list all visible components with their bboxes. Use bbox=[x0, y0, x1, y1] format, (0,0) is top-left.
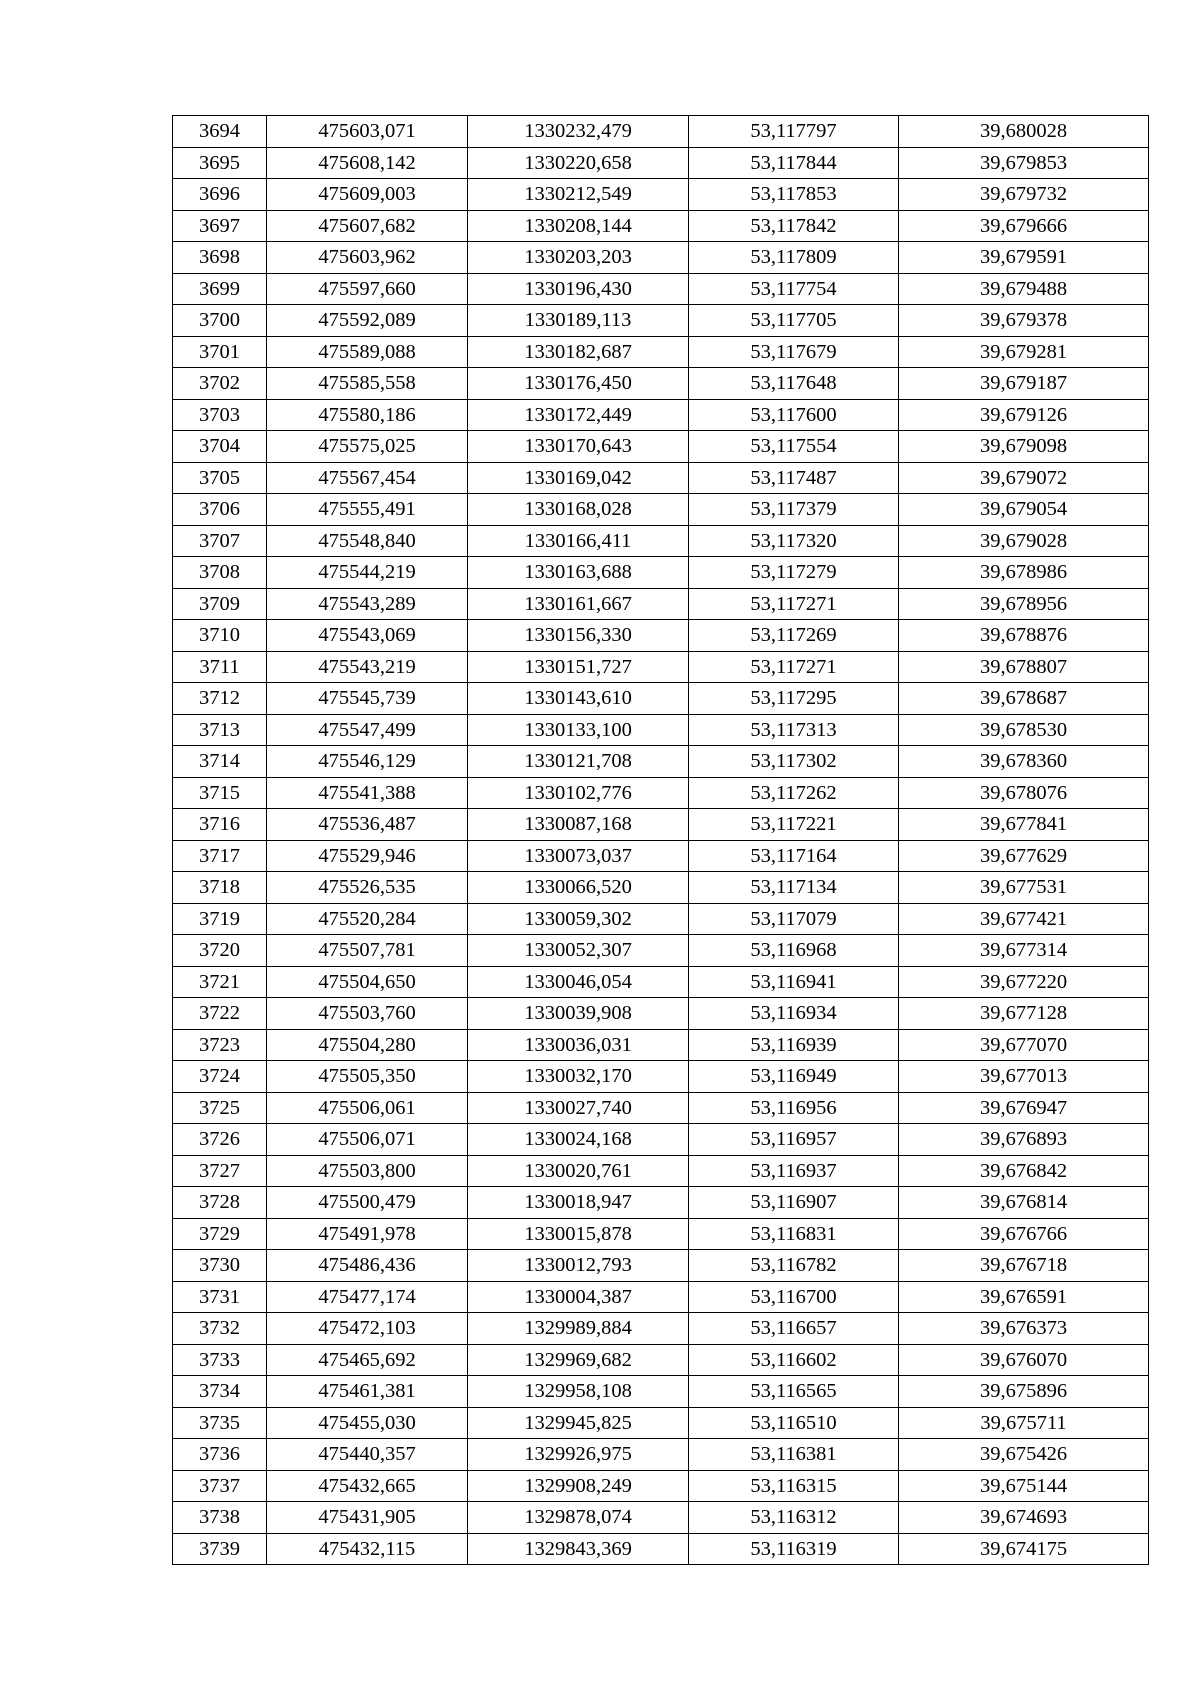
point-number-cell: 3715 bbox=[173, 777, 267, 809]
x-coordinate-cell: 475547,499 bbox=[267, 714, 468, 746]
longitude-cell: 39,676373 bbox=[899, 1313, 1149, 1345]
x-coordinate-cell: 475503,800 bbox=[267, 1155, 468, 1187]
table-row bbox=[173, 1061, 1149, 1093]
table-row bbox=[173, 903, 1149, 935]
point-number-cell: 3703 bbox=[173, 399, 267, 431]
latitude-cell: 53,117313 bbox=[689, 714, 899, 746]
longitude-cell: 39,675144 bbox=[899, 1470, 1149, 1502]
longitude-cell: 39,677531 bbox=[899, 872, 1149, 904]
y-coordinate-cell: 1330133,100 bbox=[468, 714, 689, 746]
longitude-cell: 39,677421 bbox=[899, 903, 1149, 935]
table-row bbox=[173, 588, 1149, 620]
point-number-cell: 3737 bbox=[173, 1470, 267, 1502]
y-coordinate-cell: 1330032,170 bbox=[468, 1061, 689, 1093]
y-coordinate-cell: 1330156,330 bbox=[468, 620, 689, 652]
y-coordinate-cell: 1330170,643 bbox=[468, 431, 689, 463]
x-coordinate-cell: 475580,186 bbox=[267, 399, 468, 431]
table-row bbox=[173, 462, 1149, 494]
point-number-cell: 3708 bbox=[173, 557, 267, 589]
point-number-cell: 3712 bbox=[173, 683, 267, 715]
point-number-cell: 3725 bbox=[173, 1092, 267, 1124]
point-number-cell: 3729 bbox=[173, 1218, 267, 1250]
x-coordinate-cell: 475503,760 bbox=[267, 998, 468, 1030]
point-number-cell: 3697 bbox=[173, 210, 267, 242]
longitude-cell: 39,676591 bbox=[899, 1281, 1149, 1313]
longitude-cell: 39,676893 bbox=[899, 1124, 1149, 1156]
y-coordinate-cell: 1330087,168 bbox=[468, 809, 689, 841]
longitude-cell: 39,677070 bbox=[899, 1029, 1149, 1061]
latitude-cell: 53,116907 bbox=[689, 1187, 899, 1219]
latitude-cell: 53,117853 bbox=[689, 179, 899, 211]
x-coordinate-cell: 475455,030 bbox=[267, 1407, 468, 1439]
y-coordinate-cell: 1329843,369 bbox=[468, 1533, 689, 1565]
latitude-cell: 53,117164 bbox=[689, 840, 899, 872]
table-row bbox=[173, 1029, 1149, 1061]
y-coordinate-cell: 1330036,031 bbox=[468, 1029, 689, 1061]
y-coordinate-cell: 1330203,203 bbox=[468, 242, 689, 274]
table-row bbox=[173, 1092, 1149, 1124]
table-row bbox=[173, 1344, 1149, 1376]
x-coordinate-cell: 475592,089 bbox=[267, 305, 468, 337]
y-coordinate-cell: 1330176,450 bbox=[468, 368, 689, 400]
point-number-cell: 3723 bbox=[173, 1029, 267, 1061]
point-number-cell: 3731 bbox=[173, 1281, 267, 1313]
longitude-cell: 39,679591 bbox=[899, 242, 1149, 274]
x-coordinate-cell: 475585,558 bbox=[267, 368, 468, 400]
y-coordinate-cell: 1330143,610 bbox=[468, 683, 689, 715]
point-number-cell: 3700 bbox=[173, 305, 267, 337]
latitude-cell: 53,117134 bbox=[689, 872, 899, 904]
x-coordinate-cell: 475567,454 bbox=[267, 462, 468, 494]
latitude-cell: 53,117271 bbox=[689, 588, 899, 620]
point-number-cell: 3735 bbox=[173, 1407, 267, 1439]
table-row bbox=[173, 966, 1149, 998]
longitude-cell: 39,678986 bbox=[899, 557, 1149, 589]
y-coordinate-cell: 1330169,042 bbox=[468, 462, 689, 494]
latitude-cell: 53,116312 bbox=[689, 1502, 899, 1534]
longitude-cell: 39,675711 bbox=[899, 1407, 1149, 1439]
longitude-cell: 39,679378 bbox=[899, 305, 1149, 337]
longitude-cell: 39,679666 bbox=[899, 210, 1149, 242]
y-coordinate-cell: 1330182,687 bbox=[468, 336, 689, 368]
y-coordinate-cell: 1329989,884 bbox=[468, 1313, 689, 1345]
table-row bbox=[173, 1407, 1149, 1439]
table-row bbox=[173, 431, 1149, 463]
x-coordinate-cell: 475609,003 bbox=[267, 179, 468, 211]
y-coordinate-cell: 1330066,520 bbox=[468, 872, 689, 904]
x-coordinate-cell: 475536,487 bbox=[267, 809, 468, 841]
table-row bbox=[173, 1218, 1149, 1250]
coordinates-table bbox=[172, 115, 1149, 1565]
point-number-cell: 3720 bbox=[173, 935, 267, 967]
y-coordinate-cell: 1330232,479 bbox=[468, 116, 689, 148]
y-coordinate-cell: 1330012,793 bbox=[468, 1250, 689, 1282]
table-row bbox=[173, 683, 1149, 715]
latitude-cell: 53,116510 bbox=[689, 1407, 899, 1439]
longitude-cell: 39,678076 bbox=[899, 777, 1149, 809]
point-number-cell: 3701 bbox=[173, 336, 267, 368]
point-number-cell: 3733 bbox=[173, 1344, 267, 1376]
longitude-cell: 39,679732 bbox=[899, 179, 1149, 211]
y-coordinate-cell: 1330027,740 bbox=[468, 1092, 689, 1124]
table-row bbox=[173, 557, 1149, 589]
longitude-cell: 39,675426 bbox=[899, 1439, 1149, 1471]
latitude-cell: 53,116831 bbox=[689, 1218, 899, 1250]
point-number-cell: 3699 bbox=[173, 273, 267, 305]
latitude-cell: 53,117079 bbox=[689, 903, 899, 935]
table-row bbox=[173, 1376, 1149, 1408]
longitude-cell: 39,677841 bbox=[899, 809, 1149, 841]
point-number-cell: 3728 bbox=[173, 1187, 267, 1219]
point-number-cell: 3738 bbox=[173, 1502, 267, 1534]
x-coordinate-cell: 475477,174 bbox=[267, 1281, 468, 1313]
y-coordinate-cell: 1329878,074 bbox=[468, 1502, 689, 1534]
longitude-cell: 39,674175 bbox=[899, 1533, 1149, 1565]
x-coordinate-cell: 475432,115 bbox=[267, 1533, 468, 1565]
table-row bbox=[173, 998, 1149, 1030]
table-row bbox=[173, 746, 1149, 778]
x-coordinate-cell: 475545,739 bbox=[267, 683, 468, 715]
longitude-cell: 39,676718 bbox=[899, 1250, 1149, 1282]
point-number-cell: 3710 bbox=[173, 620, 267, 652]
latitude-cell: 53,117842 bbox=[689, 210, 899, 242]
table-row bbox=[173, 1533, 1149, 1565]
y-coordinate-cell: 1329969,682 bbox=[468, 1344, 689, 1376]
y-coordinate-cell: 1330161,667 bbox=[468, 588, 689, 620]
point-number-cell: 3736 bbox=[173, 1439, 267, 1471]
point-number-cell: 3696 bbox=[173, 179, 267, 211]
longitude-cell: 39,677629 bbox=[899, 840, 1149, 872]
table-row bbox=[173, 777, 1149, 809]
table-row bbox=[173, 809, 1149, 841]
longitude-cell: 39,678687 bbox=[899, 683, 1149, 715]
latitude-cell: 53,117809 bbox=[689, 242, 899, 274]
y-coordinate-cell: 1330220,658 bbox=[468, 147, 689, 179]
x-coordinate-cell: 475589,088 bbox=[267, 336, 468, 368]
longitude-cell: 39,678807 bbox=[899, 651, 1149, 683]
y-coordinate-cell: 1329958,108 bbox=[468, 1376, 689, 1408]
latitude-cell: 53,116956 bbox=[689, 1092, 899, 1124]
longitude-cell: 39,679126 bbox=[899, 399, 1149, 431]
y-coordinate-cell: 1330102,776 bbox=[468, 777, 689, 809]
x-coordinate-cell: 475431,905 bbox=[267, 1502, 468, 1534]
y-coordinate-cell: 1330073,037 bbox=[468, 840, 689, 872]
longitude-cell: 39,679054 bbox=[899, 494, 1149, 526]
latitude-cell: 53,117679 bbox=[689, 336, 899, 368]
latitude-cell: 53,117221 bbox=[689, 809, 899, 841]
latitude-cell: 53,117279 bbox=[689, 557, 899, 589]
table-row bbox=[173, 935, 1149, 967]
table-row bbox=[173, 872, 1149, 904]
x-coordinate-cell: 475506,061 bbox=[267, 1092, 468, 1124]
y-coordinate-cell: 1330018,947 bbox=[468, 1187, 689, 1219]
point-number-cell: 3711 bbox=[173, 651, 267, 683]
latitude-cell: 53,116949 bbox=[689, 1061, 899, 1093]
y-coordinate-cell: 1329908,249 bbox=[468, 1470, 689, 1502]
point-number-cell: 3730 bbox=[173, 1250, 267, 1282]
point-number-cell: 3719 bbox=[173, 903, 267, 935]
table-row bbox=[173, 1281, 1149, 1313]
table-row bbox=[173, 399, 1149, 431]
table-row bbox=[173, 620, 1149, 652]
longitude-cell: 39,675896 bbox=[899, 1376, 1149, 1408]
point-number-cell: 3739 bbox=[173, 1533, 267, 1565]
point-number-cell: 3727 bbox=[173, 1155, 267, 1187]
latitude-cell: 53,116968 bbox=[689, 935, 899, 967]
x-coordinate-cell: 475607,682 bbox=[267, 210, 468, 242]
x-coordinate-cell: 475541,388 bbox=[267, 777, 468, 809]
y-coordinate-cell: 1330151,727 bbox=[468, 651, 689, 683]
table-row bbox=[173, 1124, 1149, 1156]
longitude-cell: 39,679098 bbox=[899, 431, 1149, 463]
x-coordinate-cell: 475486,436 bbox=[267, 1250, 468, 1282]
x-coordinate-cell: 475491,978 bbox=[267, 1218, 468, 1250]
latitude-cell: 53,116657 bbox=[689, 1313, 899, 1345]
point-number-cell: 3713 bbox=[173, 714, 267, 746]
latitude-cell: 53,117487 bbox=[689, 462, 899, 494]
point-number-cell: 3716 bbox=[173, 809, 267, 841]
table-row bbox=[173, 1439, 1149, 1471]
x-coordinate-cell: 475548,840 bbox=[267, 525, 468, 557]
longitude-cell: 39,676842 bbox=[899, 1155, 1149, 1187]
point-number-cell: 3721 bbox=[173, 966, 267, 998]
x-coordinate-cell: 475505,350 bbox=[267, 1061, 468, 1093]
x-coordinate-cell: 475507,781 bbox=[267, 935, 468, 967]
latitude-cell: 53,117754 bbox=[689, 273, 899, 305]
longitude-cell: 39,676814 bbox=[899, 1187, 1149, 1219]
latitude-cell: 53,117302 bbox=[689, 746, 899, 778]
y-coordinate-cell: 1330121,708 bbox=[468, 746, 689, 778]
point-number-cell: 3714 bbox=[173, 746, 267, 778]
latitude-cell: 53,117797 bbox=[689, 116, 899, 148]
y-coordinate-cell: 1330172,449 bbox=[468, 399, 689, 431]
table-row bbox=[173, 242, 1149, 274]
longitude-cell: 39,680028 bbox=[899, 116, 1149, 148]
y-coordinate-cell: 1330052,307 bbox=[468, 935, 689, 967]
longitude-cell: 39,676070 bbox=[899, 1344, 1149, 1376]
latitude-cell: 53,116700 bbox=[689, 1281, 899, 1313]
table-row bbox=[173, 1470, 1149, 1502]
y-coordinate-cell: 1330208,144 bbox=[468, 210, 689, 242]
longitude-cell: 39,678360 bbox=[899, 746, 1149, 778]
latitude-cell: 53,116782 bbox=[689, 1250, 899, 1282]
longitude-cell: 39,679072 bbox=[899, 462, 1149, 494]
table-row bbox=[173, 147, 1149, 179]
longitude-cell: 39,676766 bbox=[899, 1218, 1149, 1250]
point-number-cell: 3695 bbox=[173, 147, 267, 179]
table-row bbox=[173, 116, 1149, 148]
x-coordinate-cell: 475504,650 bbox=[267, 966, 468, 998]
latitude-cell: 53,117269 bbox=[689, 620, 899, 652]
latitude-cell: 53,116319 bbox=[689, 1533, 899, 1565]
x-coordinate-cell: 475575,025 bbox=[267, 431, 468, 463]
x-coordinate-cell: 475555,491 bbox=[267, 494, 468, 526]
latitude-cell: 53,117271 bbox=[689, 651, 899, 683]
latitude-cell: 53,117320 bbox=[689, 525, 899, 557]
y-coordinate-cell: 1330015,878 bbox=[468, 1218, 689, 1250]
longitude-cell: 39,677013 bbox=[899, 1061, 1149, 1093]
x-coordinate-cell: 475504,280 bbox=[267, 1029, 468, 1061]
y-coordinate-cell: 1330039,908 bbox=[468, 998, 689, 1030]
y-coordinate-cell: 1329945,825 bbox=[468, 1407, 689, 1439]
y-coordinate-cell: 1330020,761 bbox=[468, 1155, 689, 1187]
table-row bbox=[173, 336, 1149, 368]
y-coordinate-cell: 1330196,430 bbox=[468, 273, 689, 305]
latitude-cell: 53,117600 bbox=[689, 399, 899, 431]
point-number-cell: 3732 bbox=[173, 1313, 267, 1345]
table-row bbox=[173, 1502, 1149, 1534]
table-row bbox=[173, 305, 1149, 337]
x-coordinate-cell: 475472,103 bbox=[267, 1313, 468, 1345]
longitude-cell: 39,677220 bbox=[899, 966, 1149, 998]
latitude-cell: 53,117844 bbox=[689, 147, 899, 179]
point-number-cell: 3705 bbox=[173, 462, 267, 494]
latitude-cell: 53,116939 bbox=[689, 1029, 899, 1061]
latitude-cell: 53,117295 bbox=[689, 683, 899, 715]
table-row bbox=[173, 840, 1149, 872]
latitude-cell: 53,116315 bbox=[689, 1470, 899, 1502]
table-row bbox=[173, 1250, 1149, 1282]
point-number-cell: 3722 bbox=[173, 998, 267, 1030]
x-coordinate-cell: 475543,289 bbox=[267, 588, 468, 620]
table-row bbox=[173, 273, 1149, 305]
x-coordinate-cell: 475526,535 bbox=[267, 872, 468, 904]
y-coordinate-cell: 1329926,975 bbox=[468, 1439, 689, 1471]
y-coordinate-cell: 1330059,302 bbox=[468, 903, 689, 935]
latitude-cell: 53,117648 bbox=[689, 368, 899, 400]
table-row bbox=[173, 1187, 1149, 1219]
y-coordinate-cell: 1330163,688 bbox=[468, 557, 689, 589]
latitude-cell: 53,116937 bbox=[689, 1155, 899, 1187]
x-coordinate-cell: 475440,357 bbox=[267, 1439, 468, 1471]
point-number-cell: 3724 bbox=[173, 1061, 267, 1093]
x-coordinate-cell: 475432,665 bbox=[267, 1470, 468, 1502]
y-coordinate-cell: 1330004,387 bbox=[468, 1281, 689, 1313]
y-coordinate-cell: 1330166,411 bbox=[468, 525, 689, 557]
y-coordinate-cell: 1330168,028 bbox=[468, 494, 689, 526]
x-coordinate-cell: 475603,071 bbox=[267, 116, 468, 148]
longitude-cell: 39,679028 bbox=[899, 525, 1149, 557]
latitude-cell: 53,116957 bbox=[689, 1124, 899, 1156]
point-number-cell: 3694 bbox=[173, 116, 267, 148]
latitude-cell: 53,116381 bbox=[689, 1439, 899, 1471]
longitude-cell: 39,677128 bbox=[899, 998, 1149, 1030]
table-row bbox=[173, 714, 1149, 746]
table-row bbox=[173, 651, 1149, 683]
longitude-cell: 39,679853 bbox=[899, 147, 1149, 179]
y-coordinate-cell: 1330189,113 bbox=[468, 305, 689, 337]
point-number-cell: 3718 bbox=[173, 872, 267, 904]
longitude-cell: 39,679187 bbox=[899, 368, 1149, 400]
longitude-cell: 39,677314 bbox=[899, 935, 1149, 967]
point-number-cell: 3726 bbox=[173, 1124, 267, 1156]
latitude-cell: 53,116565 bbox=[689, 1376, 899, 1408]
point-number-cell: 3704 bbox=[173, 431, 267, 463]
latitude-cell: 53,117262 bbox=[689, 777, 899, 809]
y-coordinate-cell: 1330024,168 bbox=[468, 1124, 689, 1156]
point-number-cell: 3706 bbox=[173, 494, 267, 526]
table-row bbox=[173, 494, 1149, 526]
table-row bbox=[173, 1313, 1149, 1345]
longitude-cell: 39,679281 bbox=[899, 336, 1149, 368]
table-row bbox=[173, 525, 1149, 557]
latitude-cell: 53,116934 bbox=[689, 998, 899, 1030]
table-row bbox=[173, 1155, 1149, 1187]
table-row bbox=[173, 210, 1149, 242]
x-coordinate-cell: 475520,284 bbox=[267, 903, 468, 935]
x-coordinate-cell: 475543,069 bbox=[267, 620, 468, 652]
x-coordinate-cell: 475597,660 bbox=[267, 273, 468, 305]
x-coordinate-cell: 475465,692 bbox=[267, 1344, 468, 1376]
longitude-cell: 39,678530 bbox=[899, 714, 1149, 746]
x-coordinate-cell: 475506,071 bbox=[267, 1124, 468, 1156]
longitude-cell: 39,676947 bbox=[899, 1092, 1149, 1124]
x-coordinate-cell: 475603,962 bbox=[267, 242, 468, 274]
longitude-cell: 39,679488 bbox=[899, 273, 1149, 305]
point-number-cell: 3734 bbox=[173, 1376, 267, 1408]
table-row bbox=[173, 179, 1149, 211]
point-number-cell: 3702 bbox=[173, 368, 267, 400]
longitude-cell: 39,678876 bbox=[899, 620, 1149, 652]
x-coordinate-cell: 475608,142 bbox=[267, 147, 468, 179]
x-coordinate-cell: 475461,381 bbox=[267, 1376, 468, 1408]
latitude-cell: 53,116602 bbox=[689, 1344, 899, 1376]
longitude-cell: 39,674693 bbox=[899, 1502, 1149, 1534]
latitude-cell: 53,116941 bbox=[689, 966, 899, 998]
point-number-cell: 3707 bbox=[173, 525, 267, 557]
coordinates-table-body bbox=[173, 116, 1149, 1565]
x-coordinate-cell: 475543,219 bbox=[267, 651, 468, 683]
y-coordinate-cell: 1330212,549 bbox=[468, 179, 689, 211]
point-number-cell: 3709 bbox=[173, 588, 267, 620]
x-coordinate-cell: 475546,129 bbox=[267, 746, 468, 778]
point-number-cell: 3698 bbox=[173, 242, 267, 274]
longitude-cell: 39,678956 bbox=[899, 588, 1149, 620]
latitude-cell: 53,117705 bbox=[689, 305, 899, 337]
latitude-cell: 53,117554 bbox=[689, 431, 899, 463]
y-coordinate-cell: 1330046,054 bbox=[468, 966, 689, 998]
x-coordinate-cell: 475544,219 bbox=[267, 557, 468, 589]
table-row bbox=[173, 368, 1149, 400]
x-coordinate-cell: 475500,479 bbox=[267, 1187, 468, 1219]
point-number-cell: 3717 bbox=[173, 840, 267, 872]
x-coordinate-cell: 475529,946 bbox=[267, 840, 468, 872]
latitude-cell: 53,117379 bbox=[689, 494, 899, 526]
